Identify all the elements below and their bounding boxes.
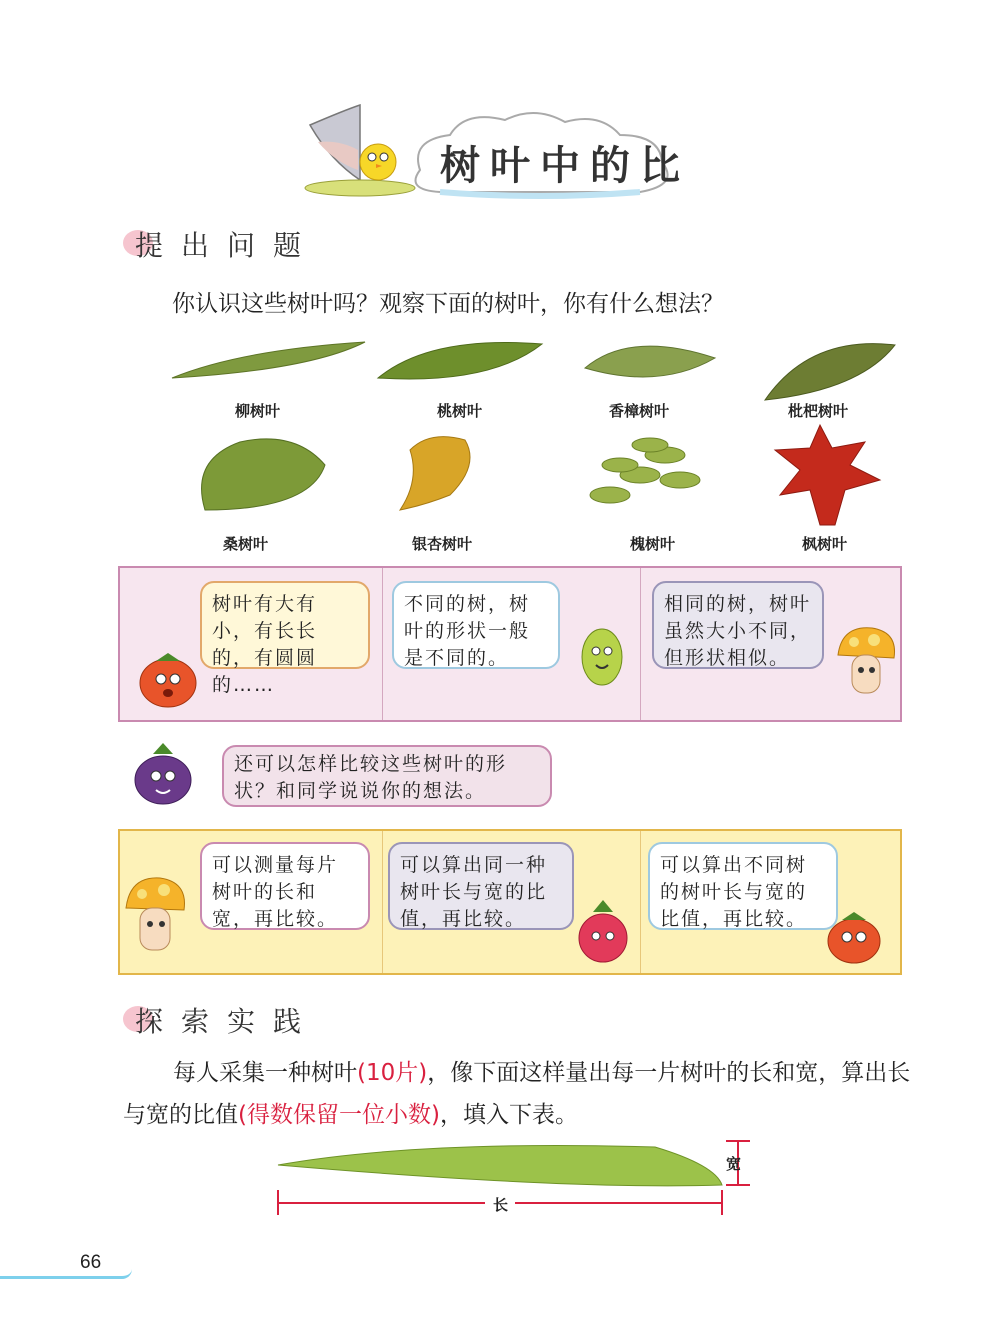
ginkgo-leaf-icon <box>400 437 470 510</box>
leaf-label-loquat: 枇杷树叶 <box>788 402 849 420</box>
panel-divider <box>382 831 383 973</box>
eggplant-character-icon <box>118 728 208 818</box>
leaf-label-locust: 槐树叶 <box>630 535 676 553</box>
speech-bubble: 可以算出同一种树叶长与宽的比值，再比较。 <box>388 842 574 930</box>
section-heading-ask-text: 提出问题 <box>135 229 320 262</box>
instruction-highlight-precision: (得数保留一位小数) <box>238 1102 440 1128</box>
leaf-label-camphor: 香樟树叶 <box>609 402 670 420</box>
intro-question: 你认识这些树叶吗？观察下面的树叶，你有什么想法？ <box>172 291 724 317</box>
panel-divider <box>640 831 641 973</box>
speech-bubble-eggplant: 还可以怎样比较这些树叶的形状？和同学说说你的想法。 <box>222 745 552 807</box>
speech-bubble: 不同的树，树叶的形状一般是不同的。 <box>392 581 560 669</box>
leaf-label-maple: 枫树叶 <box>802 535 848 553</box>
instruction-highlight-count: (10片) <box>357 1060 428 1086</box>
maple-leaf-icon <box>775 425 880 525</box>
measured-leaf-diagram <box>270 1135 760 1225</box>
leaf-label-mulberry: 桑树叶 <box>223 535 269 553</box>
instruction-text <box>123 1052 913 1136</box>
mushroom-character-icon <box>122 870 190 960</box>
panel-divider <box>382 568 383 720</box>
leaf-label-peach: 桃树叶 <box>437 402 483 420</box>
section-heading-explore <box>135 1000 319 1040</box>
instruction-part3: ，填入下表。 <box>439 1102 578 1128</box>
speech-bubble: 树叶有大有小，有长长的，有圆圆的…… <box>200 581 370 669</box>
section-heading-ask <box>135 224 319 264</box>
speech-bubble: 可以算出不同树的树叶长与宽的比值，再比较。 <box>648 842 838 930</box>
leaf-images <box>160 330 920 530</box>
instruction-part1: 每人采集一种树叶 <box>173 1060 357 1086</box>
loquat-leaf-icon <box>765 344 895 400</box>
section-heading-explore-text: 探索实践 <box>135 1005 320 1038</box>
speech-bubble: 相同的树，树叶虽然大小不同，但形状相似。 <box>652 581 824 669</box>
tomato-character-icon <box>812 905 892 970</box>
pear-character-icon <box>572 615 632 695</box>
page-title: 树叶中的比 <box>440 143 690 189</box>
speech-bubble: 可以测量每片树叶的长和宽，再比较。 <box>200 842 370 930</box>
camphor-leaf-icon <box>585 346 715 377</box>
long-leaf-icon <box>278 1145 722 1185</box>
leaf-label-ginkgo: 银杏树叶 <box>412 535 473 553</box>
radish-character-icon <box>568 898 638 968</box>
length-label: 长 <box>493 1196 509 1214</box>
page-number-bar <box>0 1262 132 1279</box>
willow-leaf-icon <box>172 342 365 378</box>
locust-leaf-icon <box>590 438 700 503</box>
tomato-character-icon <box>128 645 208 715</box>
peach-leaf-icon <box>378 342 542 379</box>
mushroom-character-icon <box>832 620 900 705</box>
width-label: 宽 <box>726 1155 742 1173</box>
page-number: 66 <box>80 1252 102 1273</box>
panel-divider <box>640 568 641 720</box>
leaf-label-willow: 柳树叶 <box>235 402 281 420</box>
instruction-part2: ，像下面这样量出每一片树叶的长和宽，算出长与宽的比值 <box>123 1060 911 1128</box>
mulberry-leaf-icon <box>202 439 325 510</box>
